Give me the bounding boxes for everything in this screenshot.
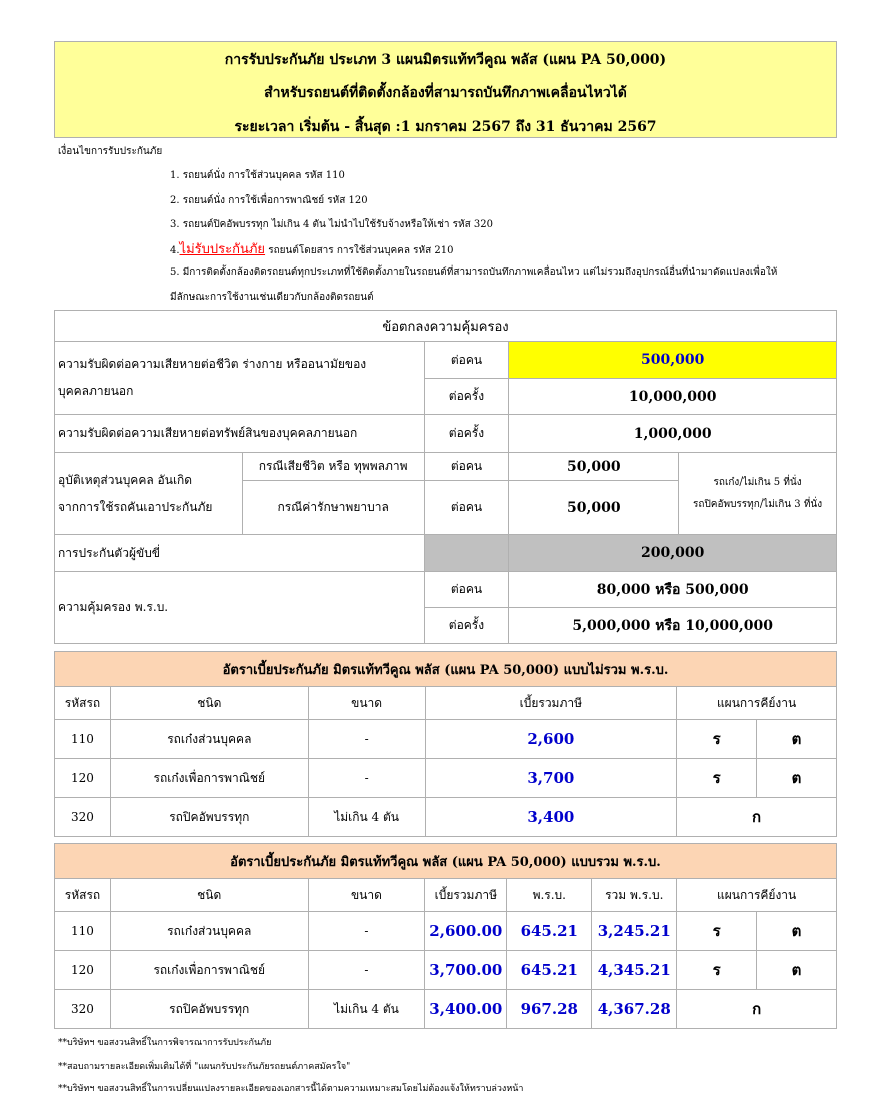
col-header-cmi: พ.ร.บ.	[507, 879, 592, 912]
per-person-label: ต่อคน	[424, 342, 509, 379]
row-plan-a: ร	[677, 759, 757, 798]
col-header-code: รหัสรถ	[55, 687, 111, 720]
table-row	[55, 990, 837, 1029]
per-time-label: ต่อครั้ง	[424, 415, 509, 453]
rate-table-title: อัตราเบี้ยประกันภัย มิตรแท้ทวีคูณ พลัส (แผน PA 50,000) แบบรวม พ.ร.บ.	[55, 844, 837, 879]
col-header-plan: แผนการคีย์งาน	[677, 687, 837, 720]
rate-table-with-cmi	[54, 843, 837, 1029]
row-premium: 3,400.00	[425, 990, 507, 1029]
row-premium: 3,700.00	[425, 951, 507, 990]
document-header	[54, 41, 837, 138]
row-plan-a: ร	[677, 912, 757, 951]
row-type: รถปิคอัพบรรทุก	[110, 798, 308, 837]
footnote-1: **บริษัทฯ ขอสงวนสิทธิ์ในการพิจารณาการรับประกันภัย	[58, 1038, 272, 1048]
condition-item-4-number: 4.	[170, 245, 180, 256]
table-row	[55, 951, 837, 990]
row-plan: ก	[677, 990, 837, 1029]
col-header-plan: แผนการคีย์งาน	[677, 879, 837, 912]
col-header-size: ขนาด	[308, 687, 425, 720]
condition-item-4	[170, 238, 453, 259]
row-plan-b: ต	[757, 759, 837, 798]
tp-injury-label-line2: บุคคลภายนอก	[58, 384, 134, 398]
table-row	[55, 798, 837, 837]
bail-label: การประกันตัวผู้ขับขี่	[55, 535, 425, 572]
cmi-label: ความคุ้มครอง พ.ร.บ.	[55, 572, 425, 644]
col-header-total: รวม พ.ร.บ.	[592, 879, 677, 912]
rate-table-title: อัตราเบี้ยประกันภัย มิตรแท้ทวีคูณ พลัส (แผน PA 50,000) แบบไม่รวม พ.ร.บ.	[55, 652, 837, 687]
bail-value: 200,000	[509, 535, 837, 572]
pa-death-label: กรณีเสียชีวิต หรือ ทุพพลภาพ	[242, 453, 424, 481]
col-header-type: ชนิด	[110, 879, 308, 912]
footnote-3: **บริษัทฯ ขอสงวนสิทธิ์ในการเปลี่ยนแปลงรายละเอียดของเอกสารนี้ได้ตามความเหมาะสมโดยไม่ต้องแจ้งให้ทราบล่วงหน้า	[58, 1084, 524, 1094]
header-subtitle: สำหรับรถยนต์ที่ติดตั้งกล้องที่สามารถบันทึกภาพเคลื่อนไหวได้	[264, 85, 627, 101]
row-premium: 3,400	[425, 798, 677, 837]
row-total: 4,345.21	[592, 951, 677, 990]
per-time-label: ต่อครั้ง	[424, 379, 509, 415]
coverage-title: ข้อตกลงความคุ้มครอง	[55, 311, 837, 342]
row-code: 120	[55, 759, 111, 798]
bail-grey-cell	[424, 535, 509, 572]
row-plan: ก	[677, 798, 837, 837]
row-total: 3,245.21	[592, 912, 677, 951]
row-size: -	[308, 951, 425, 990]
condition-item-5-cont: มีลักษณะการใช้งานเช่นเดียวกับกล้องติดรถยนต์	[170, 292, 374, 303]
per-time-label: ต่อครั้ง	[424, 608, 509, 644]
row-type: รถปิคอัพบรรทุก	[110, 990, 308, 1029]
table-row	[55, 720, 837, 759]
tp-injury-person-value: 500,000	[509, 342, 837, 379]
tp-injury-label	[55, 342, 425, 415]
condition-item-4-exclusion: ไม่รับประกันภัย	[179, 242, 266, 257]
row-code: 110	[55, 912, 111, 951]
row-type: รถเก๋งส่วนบุคคล	[110, 720, 308, 759]
rate-table-without-cmi	[54, 651, 837, 837]
pa-seat-note-sedan: รถเก๋ง/ไม่เกิน 5 ที่นั่ง	[713, 476, 802, 488]
coverage-table	[54, 310, 837, 644]
row-cmi: 645.21	[507, 951, 592, 990]
row-type: รถเก๋งส่วนบุคคล	[110, 912, 308, 951]
row-type: รถเก๋งเพื่อการพาณิชย์	[110, 759, 308, 798]
table-row	[55, 759, 837, 798]
col-header-premium: เบี้ยรวมภาษี	[425, 687, 677, 720]
header-title: การรับประกันภัย ประเภท 3 แผนมิตรแท้ทวีคูณ พลัส (แผน PA 50,000)	[224, 52, 667, 68]
row-code: 120	[55, 951, 111, 990]
pa-seat-note	[679, 453, 837, 535]
row-size: -	[308, 759, 425, 798]
condition-item-1: 1. รถยนต์นั่ง การใช้ส่วนบุคคล รหัส 110	[170, 170, 345, 181]
row-plan-b: ต	[757, 951, 837, 990]
tp-property-label: ความรับผิดต่อความเสียหายต่อทรัพย์สินของบุคคลภายนอก	[55, 415, 425, 453]
row-size: -	[308, 720, 425, 759]
row-code: 110	[55, 720, 111, 759]
cmi-person-value: 80,000 หรือ 500,000	[509, 572, 837, 608]
row-plan-b: ต	[757, 912, 837, 951]
row-total: 4,367.28	[592, 990, 677, 1029]
pa-label-line2: จากการใช้รถคันเอาประกันภัย	[58, 499, 213, 514]
row-size: ไม่เกิน 4 ตัน	[308, 798, 425, 837]
pa-seat-note-pickup: รถปิคอัพบรรทุก/ไม่เกิน 3 ที่นั่ง	[693, 498, 823, 510]
pa-label	[55, 453, 243, 535]
per-person-label: ต่อคน	[424, 572, 509, 608]
row-premium: 2,600.00	[425, 912, 507, 951]
row-cmi: 645.21	[507, 912, 592, 951]
condition-item-5: 5. มีการติดตั้งกล้องติดรถยนต์ทุกประเภทที่ใช้ติดตั้งภายในรถยนต์ที่สามารถบันทึกภาพเคลื่อนไหว แต่ไม่รวมถึงอุปกรณ์อื่นที่นำมาดัดแปลงเพื่อให้	[170, 267, 778, 278]
row-code: 320	[55, 798, 111, 837]
row-cmi: 967.28	[507, 990, 592, 1029]
header-period: ระยะเวลา เริ่มต้น - สิ้นสุด :1 มกราคม 2567 ถึง 31 ธันวาคม 2567	[234, 119, 657, 135]
tp-property-value: 1,000,000	[509, 415, 837, 453]
row-plan-a: ร	[677, 951, 757, 990]
row-premium: 2,600	[425, 720, 677, 759]
cmi-time-value: 5,000,000 หรือ 10,000,000	[509, 608, 837, 644]
col-header-code: รหัสรถ	[55, 879, 111, 912]
row-premium: 3,700	[425, 759, 677, 798]
row-size: ไม่เกิน 4 ตัน	[308, 990, 425, 1029]
condition-item-4-text: รถยนต์โดยสาร การใช้ส่วนบุคคล รหัส 210	[265, 245, 454, 256]
pa-medical-label: กรณีค่ารักษาพยาบาล	[242, 481, 424, 535]
condition-item-2: 2. รถยนต์นั่ง การใช้เพื่อการพาณิชย์ รหัส 120	[170, 195, 368, 206]
row-size: -	[308, 912, 425, 951]
pa-medical-value: 50,000	[509, 481, 679, 535]
col-header-premium: เบี้ยรวมภาษี	[425, 879, 507, 912]
row-type: รถเก๋งเพื่อการพาณิชย์	[110, 951, 308, 990]
pa-label-line1: อุบัติเหตุส่วนบุคคล อันเกิด	[58, 472, 193, 487]
col-header-type: ชนิด	[110, 687, 308, 720]
condition-item-3: 3. รถยนต์ปิคอัพบรรทุก ไม่เกิน 4 ตัน ไม่นำไปใช้รับจ้างหรือให้เช่า รหัส 320	[170, 219, 494, 230]
pa-death-value: 50,000	[509, 453, 679, 481]
per-person-label: ต่อคน	[424, 481, 509, 535]
footnote-2: **สอบถามรายละเอียดเพิ่มเติมได้ที่ "แผนกรับประกันภัยรถยนต์ภาคสมัครใจ"	[58, 1062, 351, 1072]
table-row	[55, 912, 837, 951]
tp-injury-label-line1: ความรับผิดต่อความเสียหายต่อชีวิต ร่างกาย หรืออนามัยของ	[58, 357, 367, 371]
conditions-title: เงื่อนไขการรับประกันภัย	[58, 146, 163, 157]
row-plan-b: ต	[757, 720, 837, 759]
col-header-size: ขนาด	[308, 879, 425, 912]
tp-injury-time-value: 10,000,000	[509, 379, 837, 415]
row-plan-a: ร	[677, 720, 757, 759]
per-person-label: ต่อคน	[424, 453, 509, 481]
row-code: 320	[55, 990, 111, 1029]
